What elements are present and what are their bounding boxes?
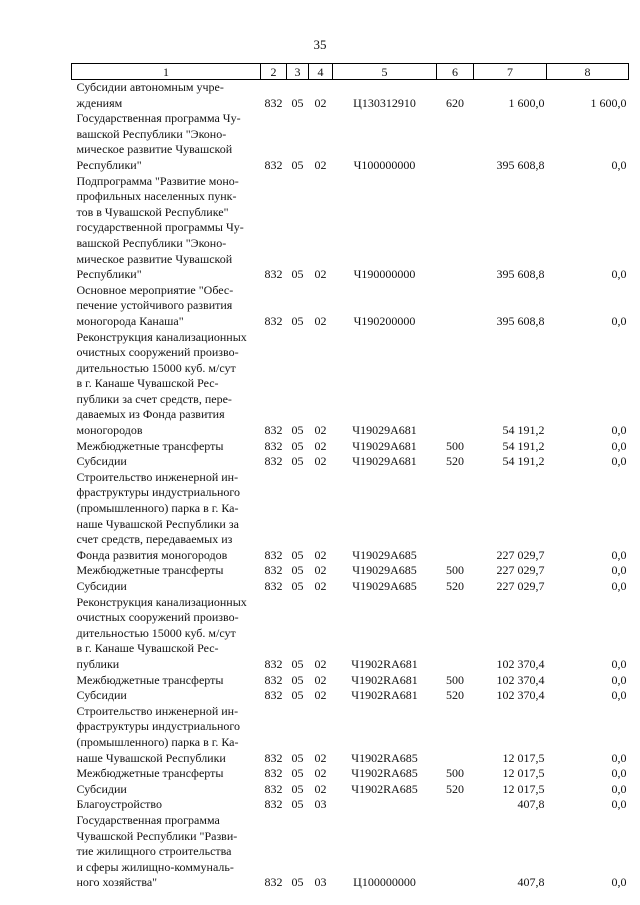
row-description <box>72 470 261 564</box>
description-line: в г. Канаше Чувашской Рес- <box>76 376 219 391</box>
description-line: Межбюджетные трансферты <box>76 438 224 453</box>
header-col-7: 7 <box>474 64 547 80</box>
code-target: Ч100000000 <box>353 157 416 172</box>
code-section: 05 <box>291 781 304 796</box>
row-description <box>72 704 261 766</box>
code-expense-type: 620 <box>446 95 464 110</box>
page-number: 35 <box>313 37 327 52</box>
code-expense-type <box>437 111 474 173</box>
header-col-6: 6 <box>437 64 474 80</box>
code-expense-type: 500 <box>446 563 464 578</box>
amount-current: 227 029,7 <box>496 547 545 562</box>
code-subsection: 02 <box>314 766 327 781</box>
code-section: 05 <box>291 267 304 282</box>
code-main: 832 <box>264 313 283 328</box>
description-line: Государственная программа Чу- <box>76 111 241 126</box>
description-line: ждениям <box>76 95 123 110</box>
code-section: 05 <box>291 313 304 328</box>
code-subsection: 02 <box>314 547 327 562</box>
amount-next: 0,0 <box>611 454 627 469</box>
description-line: (промышленного) парка в г. Ка- <box>76 734 239 749</box>
description-line: дительностью 15000 куб. м/сут <box>76 625 236 640</box>
code-main: 832 <box>264 547 283 562</box>
row-description <box>72 797 261 813</box>
code-target: Ч1902RA681 <box>351 672 418 687</box>
code-main: 832 <box>264 438 283 453</box>
description-line: Субсидии <box>76 454 127 469</box>
amount-next: 0,0 <box>611 313 627 328</box>
description-line: счет средств, передаваемых из <box>76 532 233 547</box>
description-line: Чувашской Республики "Разви- <box>76 828 238 843</box>
row-description <box>72 688 261 704</box>
description-line: Строительство инженерной ин- <box>76 469 239 484</box>
code-section: 05 <box>291 423 304 438</box>
amount-next: 0,0 <box>611 781 627 796</box>
code-subsection: 02 <box>314 579 327 593</box>
budget-table <box>71 63 629 891</box>
code-section: 05 <box>291 438 304 453</box>
table-row <box>72 673 629 689</box>
code-expense-type <box>437 174 474 283</box>
row-description <box>72 782 261 798</box>
amount-current: 395 608,8 <box>496 157 545 172</box>
code-target: Ч1902RA685 <box>351 766 418 781</box>
description-line: фраструктуры индустриального <box>76 719 241 734</box>
code-expense-type <box>437 595 474 673</box>
amount-next: 0,0 <box>611 766 627 781</box>
code-subsection: 02 <box>314 750 327 765</box>
table-row <box>72 595 629 673</box>
amount-next: 0,0 <box>611 688 627 703</box>
amount-next: 0,0 <box>611 750 627 765</box>
description-line: Реконструкция канализационных <box>76 329 247 344</box>
description-line: даваемых из Фонда развития <box>76 407 225 422</box>
description-line: наше Чувашской Республики за <box>76 516 239 531</box>
description-line: тов в Чувашской Республике" <box>76 204 229 219</box>
description-line: тие жилищного строительства <box>76 844 232 859</box>
row-description <box>72 454 261 470</box>
table-row <box>72 704 629 766</box>
description-line: государственной программы Чу- <box>76 220 244 235</box>
header-col-2: 2 <box>261 64 287 80</box>
description-line: Субсидии <box>76 579 127 593</box>
code-expense-type <box>437 283 474 330</box>
amount-next: 0,0 <box>611 267 627 282</box>
amount-current: 227 029,7 <box>496 579 545 593</box>
code-main: 832 <box>264 563 283 578</box>
code-subsection: 03 <box>314 797 327 812</box>
code-expense-type: 500 <box>446 438 464 453</box>
table-row <box>72 283 629 330</box>
code-subsection: 02 <box>314 656 327 671</box>
row-description <box>72 579 261 595</box>
description-line: Фонда развития моногородов <box>76 547 228 562</box>
header-col-5: 5 <box>333 64 437 80</box>
description-line: и сферы жилищно-коммуналь- <box>76 859 234 874</box>
table-row <box>72 80 629 112</box>
code-main: 832 <box>264 157 283 172</box>
description-line: Республики" <box>76 157 142 172</box>
amount-next: 0,0 <box>611 579 627 593</box>
code-section: 05 <box>291 750 304 765</box>
code-subsection: 02 <box>314 438 327 453</box>
header-row <box>72 64 629 80</box>
code-expense-type: 500 <box>446 766 464 781</box>
row-description <box>72 595 261 673</box>
code-main: 832 <box>264 766 283 781</box>
description-line: очистных сооружений произво- <box>76 610 239 625</box>
description-line: (промышленного) парка в г. Ка- <box>76 501 239 516</box>
amount-current: 407,8 <box>517 797 545 812</box>
amount-current: 407,8 <box>517 875 545 890</box>
code-target: Ч19029А681 <box>352 438 417 453</box>
row-description <box>72 80 261 112</box>
table-row <box>72 688 629 704</box>
code-target: Ч19029А681 <box>352 454 417 469</box>
table-row <box>72 813 629 891</box>
code-target: Ц130312910 <box>353 95 416 110</box>
amount-current: 102 370,4 <box>496 672 545 687</box>
description-line: очистных сооружений произво- <box>76 345 239 360</box>
code-target: Ч19029А685 <box>352 579 417 593</box>
description-line: дительностью 15000 куб. м/сут <box>76 360 236 375</box>
description-line: Межбюджетные трансферты <box>76 672 224 687</box>
amount-next: 0,0 <box>611 563 627 578</box>
table-row <box>72 579 629 595</box>
amount-next: 0,0 <box>611 438 627 453</box>
description-line: публики за счет средств, пере- <box>76 391 232 406</box>
code-subsection: 02 <box>314 563 327 578</box>
code-subsection: 02 <box>314 95 327 110</box>
description-line: вашской Республики "Эконо- <box>76 126 227 141</box>
header-col-4: 4 <box>309 64 333 80</box>
description-line: Субсидии <box>76 688 127 703</box>
amount-current: 227 029,7 <box>496 563 545 578</box>
description-line: Межбюджетные трансферты <box>76 766 224 781</box>
amount-next: 0,0 <box>611 797 627 812</box>
code-section: 05 <box>291 95 304 110</box>
table-row <box>72 470 629 564</box>
code-expense-type: 500 <box>446 672 464 687</box>
code-expense-type <box>437 797 474 813</box>
amount-next: 0,0 <box>611 672 627 687</box>
amount-current: 12 017,5 <box>502 766 545 781</box>
code-target: Ч1902RA681 <box>351 656 418 671</box>
code-section: 05 <box>291 797 304 812</box>
code-section: 05 <box>291 688 304 703</box>
description-line: Реконструкция канализационных <box>76 594 247 609</box>
description-line: Государственная программа <box>76 812 220 827</box>
amount-current: 12 017,5 <box>502 781 545 796</box>
description-line: публики <box>76 656 120 671</box>
code-main: 832 <box>264 781 283 796</box>
code-main: 832 <box>264 579 283 593</box>
code-expense-type <box>437 813 474 891</box>
code-main: 832 <box>264 688 283 703</box>
table-row <box>72 330 629 439</box>
code-section: 05 <box>291 672 304 687</box>
description-line: печение устойчивого развития <box>76 298 233 313</box>
code-section: 05 <box>291 563 304 578</box>
description-line: вашской Республики "Эконо- <box>76 235 227 250</box>
code-section: 05 <box>291 875 304 890</box>
code-target: Ч190000000 <box>353 267 416 282</box>
code-target: Ч190200000 <box>353 313 416 328</box>
amount-current: 12 017,5 <box>502 750 545 765</box>
code-subsection: 02 <box>314 423 327 438</box>
code-expense-type: 520 <box>446 688 464 703</box>
row-description <box>72 766 261 782</box>
code-subsection: 02 <box>314 313 327 328</box>
code-target: Ч19029А685 <box>352 563 417 578</box>
code-subsection: 02 <box>314 454 327 469</box>
description-line: Основное мероприятие "Обес- <box>76 282 234 297</box>
description-line: Субсидии <box>76 781 127 796</box>
code-main: 832 <box>264 875 283 890</box>
code-subsection: 02 <box>314 672 327 687</box>
code-expense-type <box>437 330 474 439</box>
description-line: ного хозяйства" <box>76 875 158 890</box>
header-col-1: 1 <box>72 64 261 80</box>
code-target: Ч19029А685 <box>352 547 417 562</box>
code-section: 05 <box>291 547 304 562</box>
amount-current: 102 370,4 <box>496 688 545 703</box>
header-col-3: 3 <box>287 64 309 80</box>
amount-current: 54 191,2 <box>502 454 545 469</box>
table-body <box>72 80 629 891</box>
amount-current: 1 600,0 <box>508 95 545 110</box>
row-description <box>72 174 261 283</box>
description-line: в г. Канаше Чувашской Рес- <box>76 641 219 656</box>
row-description <box>72 813 261 891</box>
row-description <box>72 283 261 330</box>
row-description <box>72 563 261 579</box>
description-line: профильных населенных пунк- <box>76 189 237 204</box>
amount-current: 395 608,8 <box>496 313 545 328</box>
description-line: моногорода Канаша" <box>76 313 184 328</box>
code-expense-type <box>437 470 474 564</box>
code-expense-type: 520 <box>446 579 464 593</box>
description-line: фраструктуры индустриального <box>76 485 241 500</box>
table-row <box>72 174 629 283</box>
code-target: Ч19029А681 <box>352 423 417 438</box>
amount-next: 0,0 <box>611 423 627 438</box>
code-section: 05 <box>291 766 304 781</box>
code-target: Ч1902RA681 <box>351 688 418 703</box>
table-row <box>72 766 629 782</box>
table-header <box>72 64 629 80</box>
amount-next: 0,0 <box>611 875 627 890</box>
table-row <box>72 439 629 455</box>
code-main: 832 <box>264 95 283 110</box>
code-subsection: 02 <box>314 781 327 796</box>
amount-current: 54 191,2 <box>502 423 545 438</box>
table-row <box>72 563 629 579</box>
code-subsection: 02 <box>314 157 327 172</box>
code-section: 05 <box>291 157 304 172</box>
description-line: Субсидии автономным учре- <box>76 80 224 94</box>
code-main: 832 <box>264 797 283 812</box>
table-row <box>72 454 629 470</box>
code-section: 05 <box>291 656 304 671</box>
code-expense-type: 520 <box>446 781 464 796</box>
amount-current: 54 191,2 <box>502 438 545 453</box>
code-main: 832 <box>264 656 283 671</box>
code-target: Ч1902RA685 <box>351 781 418 796</box>
amount-next: 0,0 <box>611 547 627 562</box>
code-main: 832 <box>264 672 283 687</box>
row-description <box>72 111 261 173</box>
code-main: 832 <box>264 454 283 469</box>
code-main: 832 <box>264 750 283 765</box>
description-line: мическое развитие Чувашской <box>76 251 233 266</box>
code-section: 05 <box>291 454 304 469</box>
amount-current: 395 608,8 <box>496 267 545 282</box>
description-line: Благоустройство <box>76 797 163 812</box>
code-expense-type: 520 <box>446 454 464 469</box>
code-subsection: 02 <box>314 267 327 282</box>
code-main: 832 <box>264 267 283 282</box>
code-expense-type <box>437 704 474 766</box>
code-target: Ч1902RA685 <box>351 750 418 765</box>
code-subsection: 02 <box>314 688 327 703</box>
code-main: 832 <box>264 423 283 438</box>
row-description <box>72 330 261 439</box>
amount-current: 102 370,4 <box>496 656 545 671</box>
description-line: наше Чувашской Республики <box>76 750 226 765</box>
code-section: 05 <box>291 579 304 593</box>
table-row <box>72 797 629 813</box>
row-description <box>72 673 261 689</box>
code-target: Ц100000000 <box>353 875 416 890</box>
description-line: моногородов <box>76 423 143 438</box>
code-subsection: 03 <box>314 875 327 890</box>
header-col-8: 8 <box>547 64 629 80</box>
amount-next: 1 600,0 <box>590 95 627 110</box>
code-target <box>333 797 437 813</box>
description-line: Подпрограмма "Развитие моно- <box>76 173 239 188</box>
table-row <box>72 782 629 798</box>
description-line: Строительство инженерной ин- <box>76 703 239 718</box>
description-line: Межбюджетные трансферты <box>76 563 224 578</box>
description-line: Республики" <box>76 267 142 282</box>
row-description <box>72 439 261 455</box>
amount-next: 0,0 <box>611 656 627 671</box>
description-line: мическое развитие Чувашской <box>76 142 233 157</box>
amount-next: 0,0 <box>611 157 627 172</box>
table-row <box>72 111 629 173</box>
